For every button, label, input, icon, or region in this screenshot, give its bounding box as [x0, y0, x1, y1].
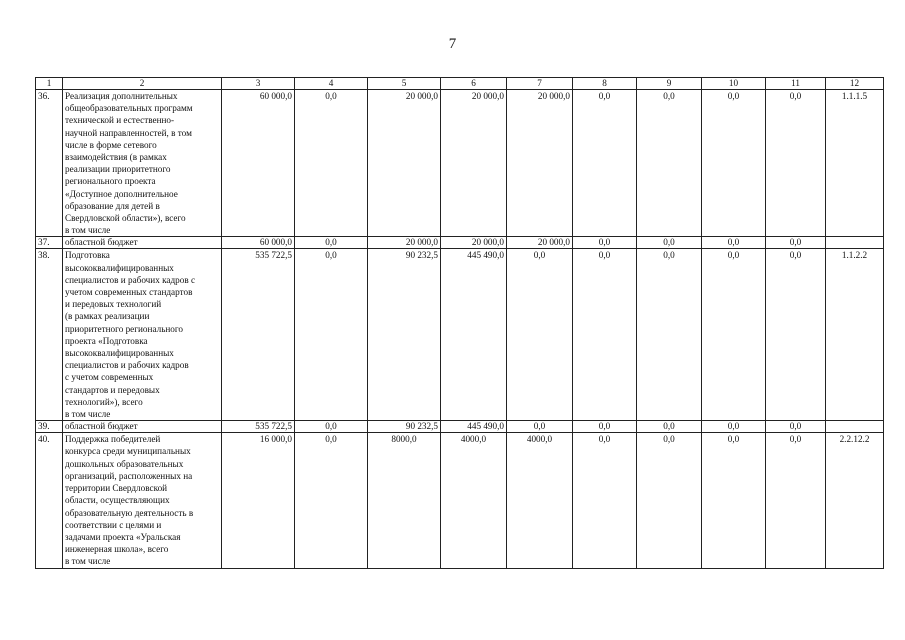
row-number: 38.: [36, 249, 63, 421]
table-row: [36, 433, 884, 568]
value-cell: 16 000,0: [222, 433, 295, 568]
ref-cell: 1.1.1.5: [826, 90, 884, 237]
value-cell: 0,0: [637, 237, 702, 249]
value-cell: 0,0: [766, 421, 826, 433]
column-header: 7: [507, 78, 573, 90]
page-number: 7: [448, 36, 457, 52]
row-name: областной бюджет: [63, 421, 222, 433]
value-cell: 0,0: [637, 433, 702, 568]
row-number: 39.: [36, 421, 63, 433]
table-row: [36, 249, 884, 421]
row-name: Подготовка высококвалифицированных специалистов и рабочих кадров с учетом современных стандартов и передовых технологий (в рамках реализации приоритетного регионального проекта «Подготовка высококвалифицированных специалистов и рабочих кадров с учетом современных стандартов и передовых технологий»), всего в том числе: [63, 249, 222, 421]
value-cell: 0,0: [295, 421, 368, 433]
value-cell: 90 232,5: [368, 421, 441, 433]
column-header: 2: [63, 78, 222, 90]
ref-cell: [826, 421, 884, 433]
value-cell: 535 722,5: [222, 421, 295, 433]
column-header: 6: [441, 78, 507, 90]
row-name: областной бюджет: [63, 237, 222, 249]
column-header: 4: [295, 78, 368, 90]
value-cell: 20 000,0: [368, 90, 441, 237]
row-name: Реализация дополнительных общеобразовательных программ технической и естественно- научной направленностей, в том числе в форме сетевого взаимодействия (в рамках реализации приоритетного регионального проекта «Доступное дополнительное образование для детей в Свердловской области»), всего в том числе: [63, 90, 222, 237]
value-cell: 20 000,0: [441, 90, 507, 237]
column-header: 8: [573, 78, 637, 90]
value-cell: 0,0: [637, 90, 702, 237]
value-cell: 0,0: [637, 249, 702, 421]
value-cell: 0,0: [573, 237, 637, 249]
value-cell: 4000,0: [441, 433, 507, 568]
value-cell: 0,0: [573, 90, 637, 237]
value-cell: 8000,0: [368, 433, 441, 568]
column-header: 10: [702, 78, 766, 90]
table-row: [36, 421, 884, 433]
value-cell: 0,0: [573, 249, 637, 421]
value-cell: 20 000,0: [368, 237, 441, 249]
value-cell: 0,0: [702, 90, 766, 237]
value-cell: 0,0: [507, 249, 573, 421]
value-cell: 0,0: [766, 249, 826, 421]
column-header: 5: [368, 78, 441, 90]
budget-table: [35, 77, 884, 569]
value-cell: 60 000,0: [222, 90, 295, 237]
value-cell: 445 490,0: [441, 421, 507, 433]
column-number-row: [36, 78, 884, 90]
table-row: [36, 237, 884, 249]
value-cell: 535 722,5: [222, 249, 295, 421]
value-cell: 0,0: [573, 433, 637, 568]
row-number: 37.: [36, 237, 63, 249]
value-cell: 0,0: [573, 421, 637, 433]
value-cell: 0,0: [702, 433, 766, 568]
value-cell: 0,0: [295, 237, 368, 249]
value-cell: 20 000,0: [507, 90, 573, 237]
value-cell: 0,0: [295, 249, 368, 421]
value-cell: 0,0: [295, 90, 368, 237]
value-cell: 20 000,0: [507, 237, 573, 249]
column-header: 12: [826, 78, 884, 90]
value-cell: 0,0: [766, 237, 826, 249]
ref-cell: 2.2.12.2: [826, 433, 884, 568]
value-cell: 60 000,0: [222, 237, 295, 249]
value-cell: 4000,0: [507, 433, 573, 568]
value-cell: 0,0: [702, 237, 766, 249]
row-name: Поддержка победителей конкурса среди муниципальных дошкольных образовательных организаций, расположенных на территории Свердловской области, осуществляющих образовательную деятельность в соответствии с целями и задачами проекта «Уральская инженерная школа», всего в том числе: [63, 433, 222, 568]
column-header: 9: [637, 78, 702, 90]
column-header: 11: [766, 78, 826, 90]
value-cell: 0,0: [766, 90, 826, 237]
row-number: 40.: [36, 433, 63, 568]
column-header: 1: [36, 78, 63, 90]
column-header: 3: [222, 78, 295, 90]
value-cell: 20 000,0: [441, 237, 507, 249]
value-cell: 90 232,5: [368, 249, 441, 421]
table-row: [36, 90, 884, 237]
ref-cell: [826, 237, 884, 249]
value-cell: 0,0: [507, 421, 573, 433]
value-cell: 0,0: [766, 433, 826, 568]
row-number: 36.: [36, 90, 63, 237]
value-cell: 0,0: [702, 421, 766, 433]
value-cell: 445 490,0: [441, 249, 507, 421]
value-cell: 0,0: [295, 433, 368, 568]
value-cell: 0,0: [637, 421, 702, 433]
ref-cell: 1.1.2.2: [826, 249, 884, 421]
value-cell: 0,0: [702, 249, 766, 421]
